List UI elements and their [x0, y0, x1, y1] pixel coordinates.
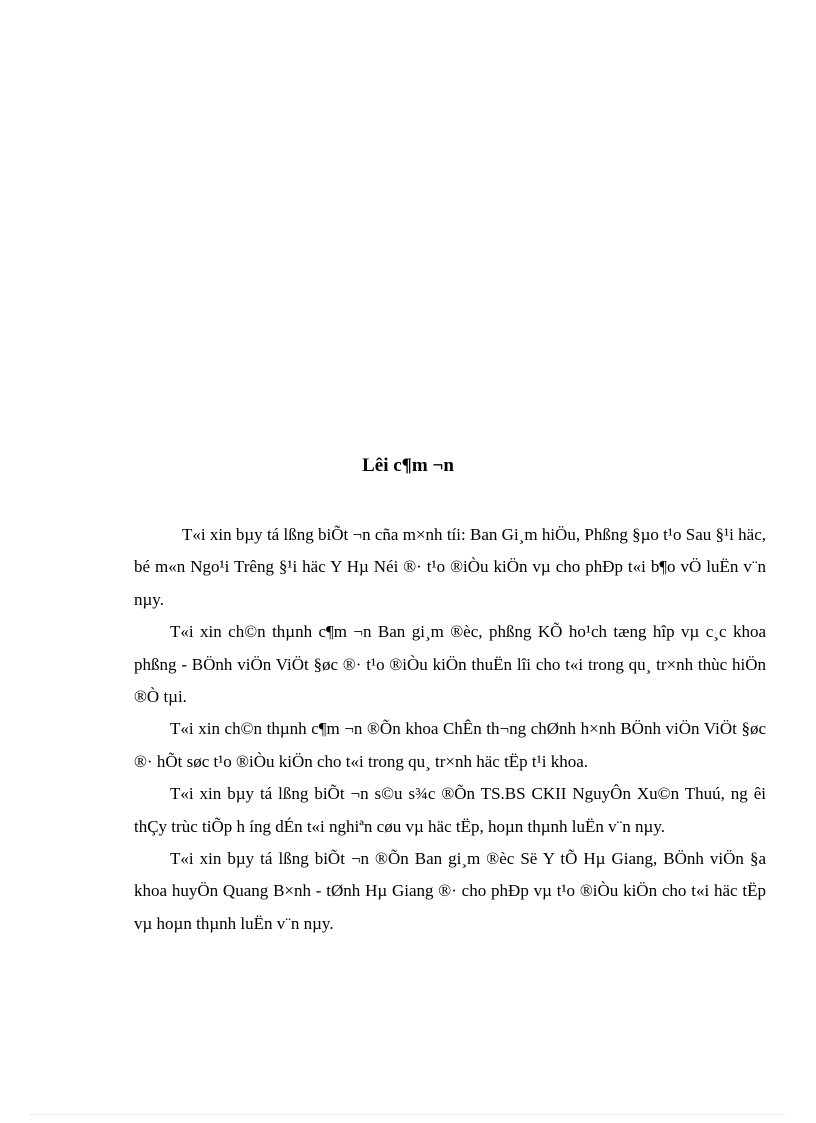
page-bottom-divider — [30, 1114, 786, 1115]
page-title: Lêi c¶m ¬n — [362, 455, 454, 476]
paragraph-2: T«i xin ch©n thµnh c¶m ¬n Ban gi¸m ®èc, phßng KÕ ho¹ch tæng hîp vµ c¸c khoa phßng - BÖnh viÖn ViÖt §øc ®· t¹o ®iÒu kiÖn thuËn lîi cho t«i trong qu¸ tr×nh thùc hiÖn ®Ò tµi. — [134, 622, 766, 707]
paragraph-3: T«i xin ch©n thµnh c¶m ¬n ®Õn khoa ChÊn th¬ng chØnh h×nh BÖnh viÖn ViÖt §øc ®· hÕt søc t¹o ®iÒu kiÖn cho t«i trong qu¸ tr×nh häc tËp t¹i khoa. — [134, 719, 766, 771]
paragraph-5: T«i xin bµy tá lßng biÕt ¬n ®Õn Ban gi¸m ®èc Së Y tÕ Hµ Giang, BÖnh viÖn §a khoa huyÖn Quang B×nh - tØnh Hµ Giang ®· cho phÐp vµ t¹o ®iÒu kiÖn cho t«i häc tËp vµ hoµn thµnh luËn v¨n nµy. — [134, 849, 766, 933]
paragraph-1: T«i xin bµy tá lßng biÕt ¬n cña m×nh tíi: Ban Gi¸m hiÖu, Phßng §µo t¹o Sau §¹i häc, bé m«n Ngo¹i Trêng §¹i häc Y Hµ Néi ®· t¹o ®iÒu kiÖn vµ cho phÐp t«i b¶o vÖ luËn v¨n nµy. — [134, 525, 766, 609]
paragraph-4: T«i xin bµy tá lßng biÕt ¬n s©u s¾c ®Õn TS.BS CKII NguyÔn Xu©n Thuú, ng êi thÇy trùc tiÕp h íng dÉn t«i nghiªn cøu vµ häc tËp, hoµn thµnh luËn v¨n nµy. — [134, 784, 766, 836]
acknowledgement-body — [134, 519, 766, 940]
